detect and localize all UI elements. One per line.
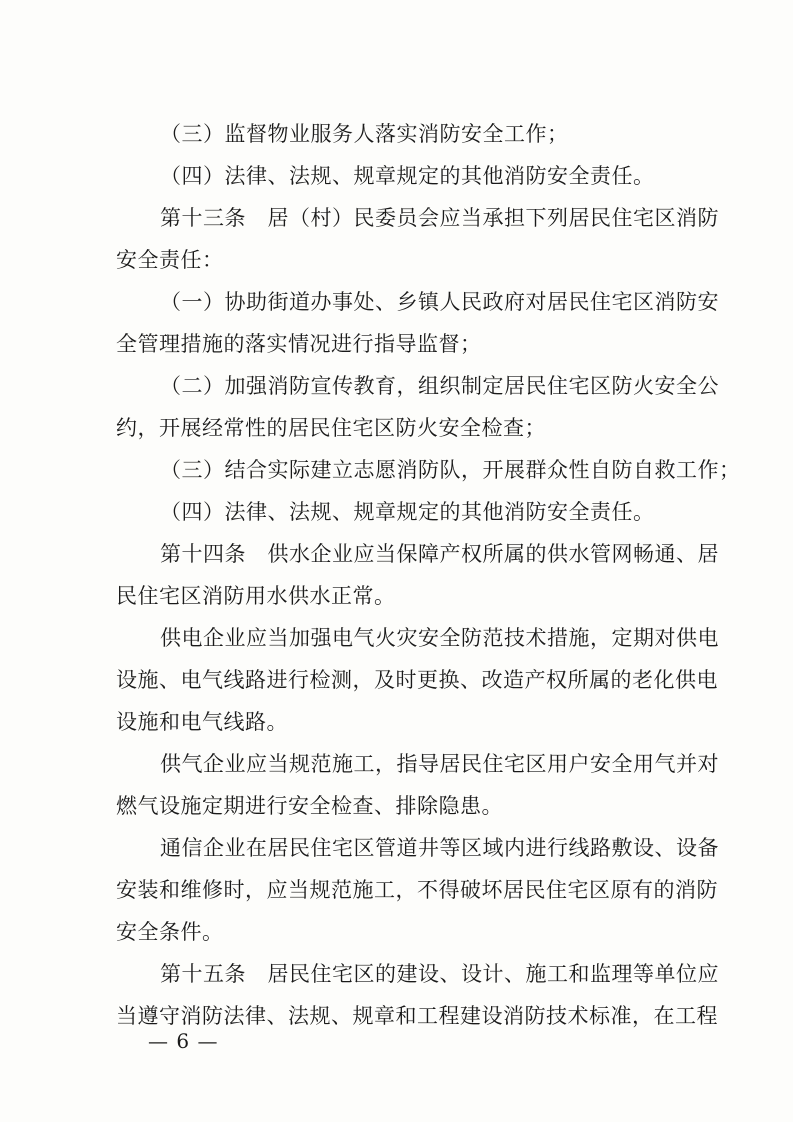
text-line-13: 供电企业应当加强电气火灾安全防范技术措施，定期对供电 bbox=[160, 626, 719, 650]
text-line-5: （一）协助街道办事处、乡镇人民政府对居民住宅区消防安 bbox=[160, 290, 719, 314]
text-line-8: 约，开展经常性的居民住宅区防火安全检查； bbox=[116, 416, 546, 440]
text-line-17: 燃气设施定期进行安全检查、排除隐患。 bbox=[116, 794, 503, 818]
page-number: — 6 — bbox=[148, 1029, 219, 1053]
text-line-11: 第十四条 供水企业应当保障产权所属的供水管网畅通、居 bbox=[160, 542, 719, 566]
text-line-14: 设施、电气线路进行检测，及时更换、改造产权所属的老化供电 bbox=[116, 668, 718, 692]
text-line-3: 第十三条 居（村）民委员会应当承担下列居民住宅区消防 bbox=[160, 206, 719, 230]
text-line-9: （三）结合实际建立志愿消防队，开展群众性自防自救工作； bbox=[160, 458, 741, 482]
text-line-18: 通信企业在居民住宅区管道井等区域内进行线路敷设、设备 bbox=[160, 836, 719, 860]
text-line-16: 供气企业应当规范施工，指导居民住宅区用户安全用气并对 bbox=[160, 752, 719, 776]
text-line-21: 第十五条 居民住宅区的建设、设计、施工和监理等单位应 bbox=[160, 962, 719, 986]
text-line-4: 安全责任： bbox=[116, 248, 224, 272]
text-line-7: （二）加强消防宣传教育，组织制定居民住宅区防火安全公 bbox=[160, 374, 719, 398]
text-line-19: 安装和维修时，应当规范施工，不得破坏居民住宅区原有的消防 bbox=[116, 878, 718, 902]
text-line-6: 全管理措施的落实情况进行指导监督； bbox=[116, 332, 482, 356]
text-line-2: （四）法律、法规、规章规定的其他消防安全责任。 bbox=[160, 164, 655, 188]
text-line-12: 民住宅区消防用水供水正常。 bbox=[116, 584, 396, 608]
text-line-1: （三）监督物业服务人落实消防安全工作； bbox=[160, 122, 569, 146]
text-line-15: 设施和电气线路。 bbox=[116, 710, 288, 734]
text-line-10: （四）法律、法规、规章规定的其他消防安全责任。 bbox=[160, 500, 655, 524]
text-line-20: 安全条件。 bbox=[116, 920, 224, 944]
text-line-22: 当遵守消防法律、法规、规章和工程建设消防技术标准，在工程 bbox=[116, 1004, 718, 1028]
